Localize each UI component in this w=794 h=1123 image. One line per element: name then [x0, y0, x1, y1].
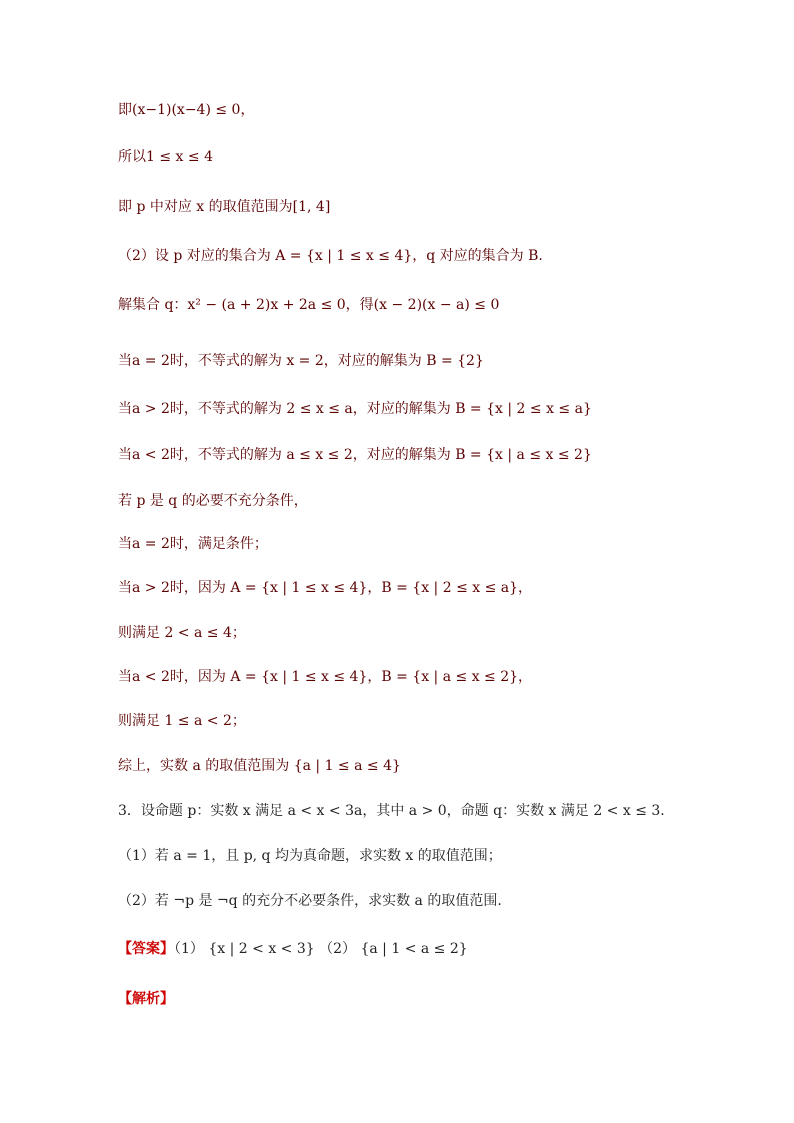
- text-line-13: 当a < 2时，因为 A = {x | 1 ≤ x ≤ 4}，B = {x | a ≤ x ≤ 2}，: [118, 669, 533, 685]
- question-3-stem: 3．设命题 p：实数 x 满足 a < x < 3a，其中 a > 0，命题 q：实数 x 满足 2 < x ≤ 3.: [118, 803, 665, 819]
- text-line-3: 即 p 中对应 x 的取值范围为[1, 4]: [118, 199, 331, 215]
- text-line-7: 当a > 2时，不等式的解为 2 ≤ x ≤ a，对应的解集为 B = {x | 2 ≤ x ≤ a}: [118, 401, 592, 417]
- text-line-1: 即(x−1)(x−4) ≤ 0，: [118, 102, 255, 118]
- answer-text: （1） {x | 2 < x < 3} （2） {a | 1 < a ≤ 2}: [174, 941, 468, 957]
- text-line-14: 则满足 1 ≤ a < 2；: [118, 713, 246, 729]
- analysis-label: 【解析】: [118, 991, 174, 1007]
- text-line-8: 当a < 2时，不等式的解为 a ≤ x ≤ 2，对应的解集为 B = {x | a ≤ x ≤ 2}: [118, 447, 592, 463]
- text-line-5: 解集合 q：x² − (a + 2)x + 2a ≤ 0，得(x − 2)(x − a) ≤ 0: [118, 297, 500, 313]
- text-line-6: 当a = 2时，不等式的解为 x = 2，对应的解集为 B = {2}: [118, 353, 484, 369]
- text-line-15: 综上，实数 a 的取值范围为 {a | 1 ≤ a ≤ 4}: [118, 758, 401, 774]
- question-3-part-2: （2）若 ¬p 是 ¬q 的充分不必要条件，求实数 a 的取值范围.: [118, 893, 502, 909]
- question-3-part-1: （1）若 a = 1，且 p, q 均为真命题，求实数 x 的取值范围；: [118, 848, 502, 864]
- text-line-11: 当a > 2时，因为 A = {x | 1 ≤ x ≤ 4}，B = {x | 2 ≤ x ≤ a}，: [118, 580, 533, 596]
- text-line-10: 当a = 2时，满足条件；: [118, 536, 268, 552]
- text-line-9: 若 p 是 q 的必要不充分条件，: [118, 493, 308, 509]
- answer-line: [118, 939, 468, 959]
- text-line-4: （2）设 p 对应的集合为 A = {x | 1 ≤ x ≤ 4}，q 对应的集合为 B.: [118, 248, 543, 264]
- text-line-12: 则满足 2 < a ≤ 4；: [118, 625, 246, 641]
- analysis-line: [118, 989, 174, 1009]
- answer-label: 【答案】: [118, 941, 174, 957]
- text-line-2: 所以1 ≤ x ≤ 4: [118, 149, 213, 165]
